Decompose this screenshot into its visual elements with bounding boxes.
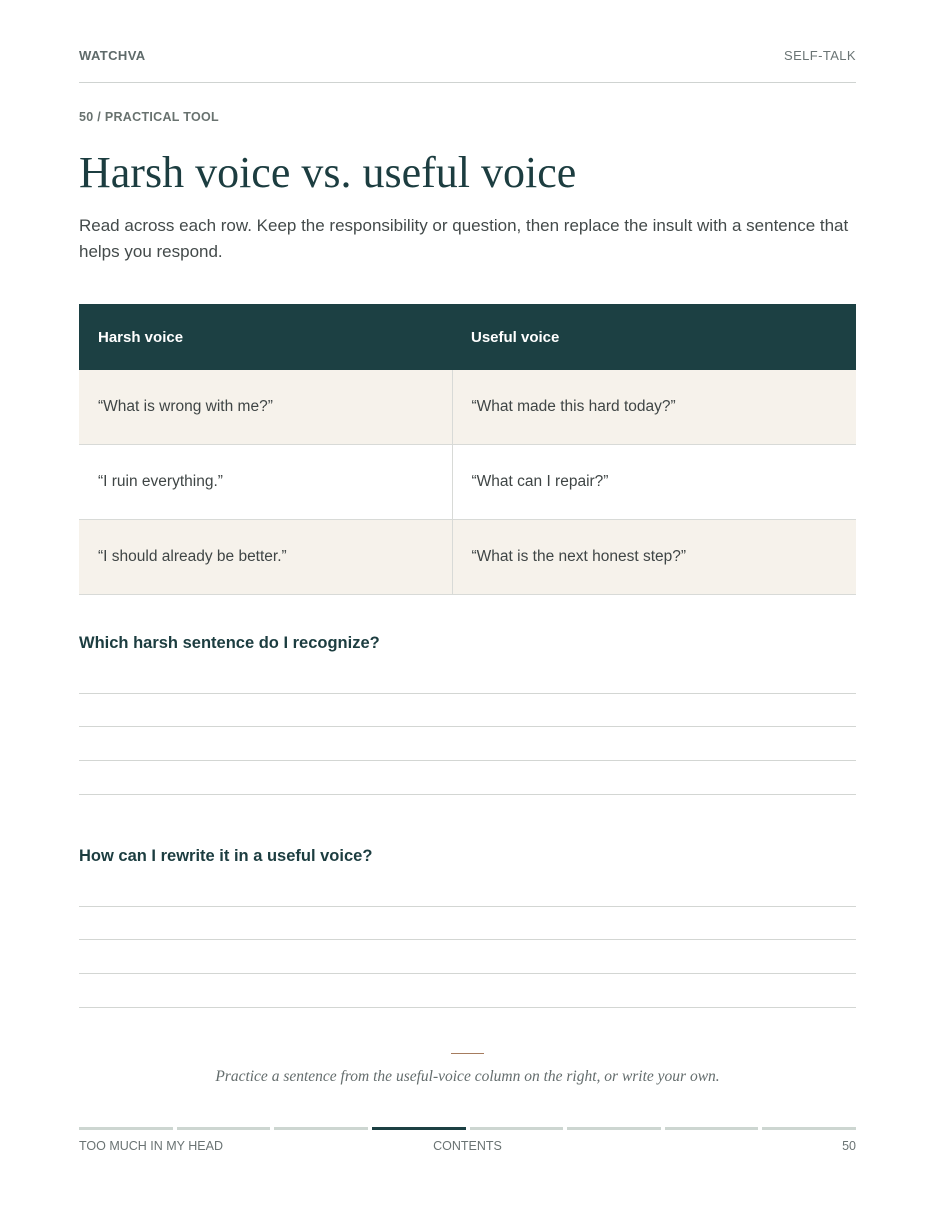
table-row (79, 520, 856, 595)
page-eyebrow: 50 / PRACTICAL TOOL (79, 110, 219, 124)
page-title: Harsh voice vs. useful voice (79, 148, 577, 197)
writing-line[interactable] (79, 973, 856, 974)
page (79, 0, 856, 1210)
writing-line[interactable] (79, 693, 856, 694)
useful-voice-cell: “What is the next honest step?” (452, 520, 856, 595)
footer-book-title: TOO MUCH IN MY HEAD (79, 1139, 223, 1153)
progress-segment-current (372, 1127, 466, 1130)
useful-voice-cell: “What can I repair?” (452, 445, 856, 520)
writing-line[interactable] (79, 939, 856, 940)
column-header-harsh: Harsh voice (79, 304, 452, 370)
column-header-useful: Useful voice (452, 304, 856, 370)
progress-segment (470, 1127, 564, 1130)
progress-segment (79, 1127, 173, 1130)
page-footer (79, 1139, 856, 1153)
harsh-voice-cell: “I ruin everything.” (79, 445, 452, 520)
progress-segment (665, 1127, 759, 1130)
page-number: 50 (842, 1139, 856, 1153)
brand-name: WATCHVA (79, 48, 146, 63)
chapter-progress-bar (79, 1127, 856, 1130)
closing-divider (451, 1053, 484, 1054)
writing-line[interactable] (79, 1007, 856, 1008)
table-row (79, 445, 856, 520)
reflection-prompt-recognize: Which harsh sentence do I recognize? (79, 634, 380, 652)
intro-text: Read across each row. Keep the responsibility or question, then replace the insult with a sentence that helps you respond. (79, 216, 849, 261)
progress-segment (274, 1127, 368, 1130)
harsh-voice-cell: “I should already be better.” (79, 520, 452, 595)
table-row (79, 370, 856, 445)
progress-segment (762, 1127, 856, 1130)
writing-line[interactable] (79, 726, 856, 727)
progress-segment (177, 1127, 271, 1130)
running-header (79, 48, 856, 83)
harsh-voice-cell: “What is wrong with me?” (79, 370, 452, 445)
section-name: SELF-TALK (784, 48, 856, 63)
useful-voice-cell: “What made this hard today?” (452, 370, 856, 445)
contents-link[interactable]: CONTENTS (433, 1139, 502, 1153)
writing-line[interactable] (79, 760, 856, 761)
table-header-row (79, 304, 856, 370)
closing-note: Practice a sentence from the useful-voice column on the right, or write your own. (215, 1068, 720, 1085)
writing-line[interactable] (79, 906, 856, 907)
reflection-prompt-rewrite: How can I rewrite it in a useful voice? (79, 847, 373, 865)
writing-line[interactable] (79, 794, 856, 795)
voice-comparison-table (79, 304, 856, 595)
progress-segment (567, 1127, 661, 1130)
